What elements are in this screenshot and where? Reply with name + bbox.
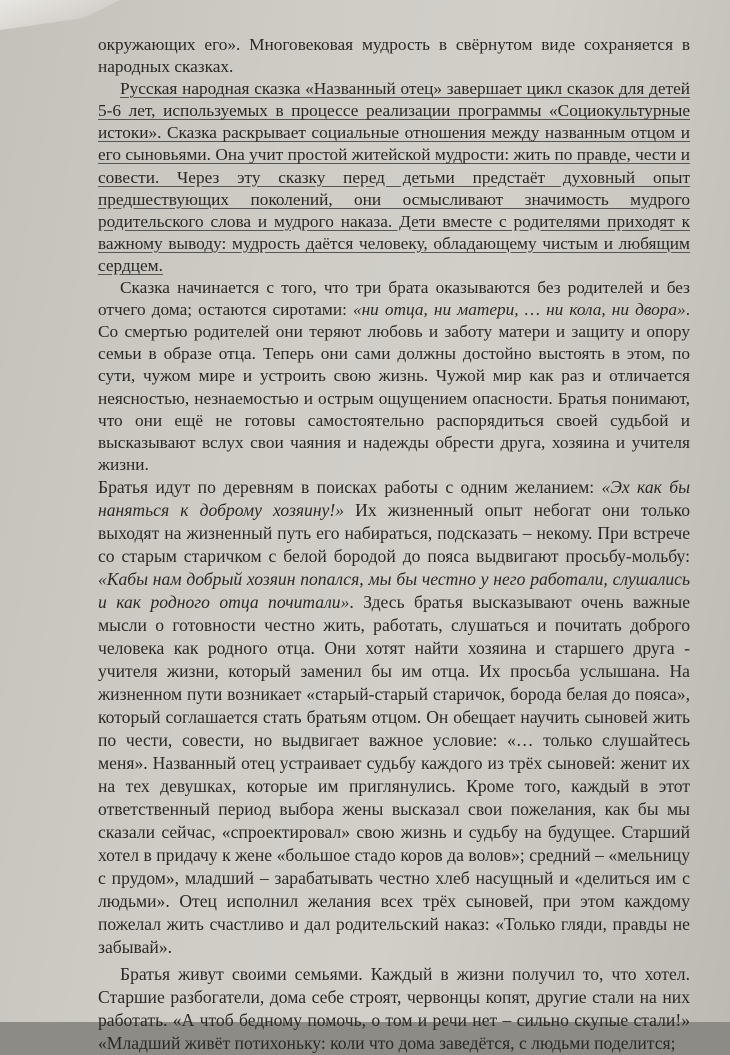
paragraph-1: Русская народная сказка «Названный отец» завершает цикл сказок для детей 5-6 лет, используемых в процессе реализации программы «Социокультурные истоки». Сказка раскрывает социальные отношения между названным отцом и его сыновьями. Она учит простой житейской мудрости: жить по правде, чести и совести. Через эту сказку перед детьми предстаёт духовный опыт предшествующих поколений, они осмысливают значимость мудрого родительского слова и мудрого наказа. Дети вместе с родителями приходят к важному выводу: мудрость даётся человеку, обладающему чистым и любящим сердцем. [98,79,690,275]
paragraph-3-text-c: . Здесь братья высказывают очень важные мысли о готовности честно жить, работать, слушаться и почитать доброго человека как родного отца. Они хотят найти хозяина и старшего друга - учителя жизни, который заменил бы им отца. Их просьба услышана. На жизненном пути возникает «старый-старый старичок, борода белая до пояса», который соглашается стать братьям отцом. Он обещает научить сыновей жить по чести, совести, но выдвигает важное условие: «… только слушайтесь меня». Названный отец устраивает судьбу каждого из трёх сыновей: женит их на тех девушках, которые им приглянулись. Кроме того, каждый в этот ответственный период выбора жены высказал свои пожелания, как бы мы сказали сейчас, «спроектировал» свою жизнь и судьбу на будущее. Старший хотел в придачу к жене «большое стадо коров да волов»; средний – «мельницу с прудом», младший – зарабатывать честно хлеб насущный и «делиться им с людьми». Отец исполнил желания всех трёх сыновей, при этом каждому пожелал жить счастливо и дал родительский наказ: «Только гляди, правды не забывай». [98,591,690,957]
paragraph-2-text-a: Сказка начинается с того, что три брата оказываются без родителей и без отчего дома; остаются сиротами: [98,278,690,320]
paragraph-3 [98,476,690,959]
paragraph-3-quote-b: «Кабы нам добрый хозяин попался, мы бы честно у него работали, слушались и как родного отца почитали» [98,568,690,612]
paragraph-2 [98,277,690,476]
paragraph-3-quote-a: «Эх как бы наняться к доброму хозяину!» [98,476,690,520]
paragraph-3-text-b: Их жизненный опыт небогат они только выходят на жизненный путь его набираться, подсказать – некому. При встрече со старым старичком с белой бородой до пояса выдвигают просьбу-мольбу: [98,499,690,566]
paragraph-3-text-a: Братья идут по деревням в поисках работы с одним желанием: [98,476,602,497]
paragraph-4: Братья живут своими семьями. Каждый в жизни получил то, что хотел. Старшие разбогатели, дома себе строят, червонцы копят, другие стали на них работать. «А чтоб бедному помочь, о том и речи нет – сильно скупые стали!» «Младший живёт потихоньку: коли что дома заведётся, с людьми поделится; [98,963,690,1053]
paragraph-0: окружающих его». Многовековая мудрость в свёрнутом виде сохраняется в народных сказках. [98,35,690,77]
paragraph-2-text-b: . Со смертью родителей они теряют любовь и заботу матери и защиту и опору семьи в образе отца. Теперь они сами должны достойно выстоять в этом, по сути, чужом мире и устроить свою жизнь. Чужой мир как раз и отличается неясностью, незнаемостью и острым ощущением опасности. Братья понимают, что они ещё не готовы самостоятельно распорядиться своей судьбой и высказывают вслух свои чаяния и надежды обрести друга, хозяина и учителя жизни. [98,300,691,474]
page-curl [0,0,120,30]
paragraph-2-quote: «ни отца, ни матери, … ни кола, ни двора» [352,300,686,320]
document-text [98,34,690,1055]
